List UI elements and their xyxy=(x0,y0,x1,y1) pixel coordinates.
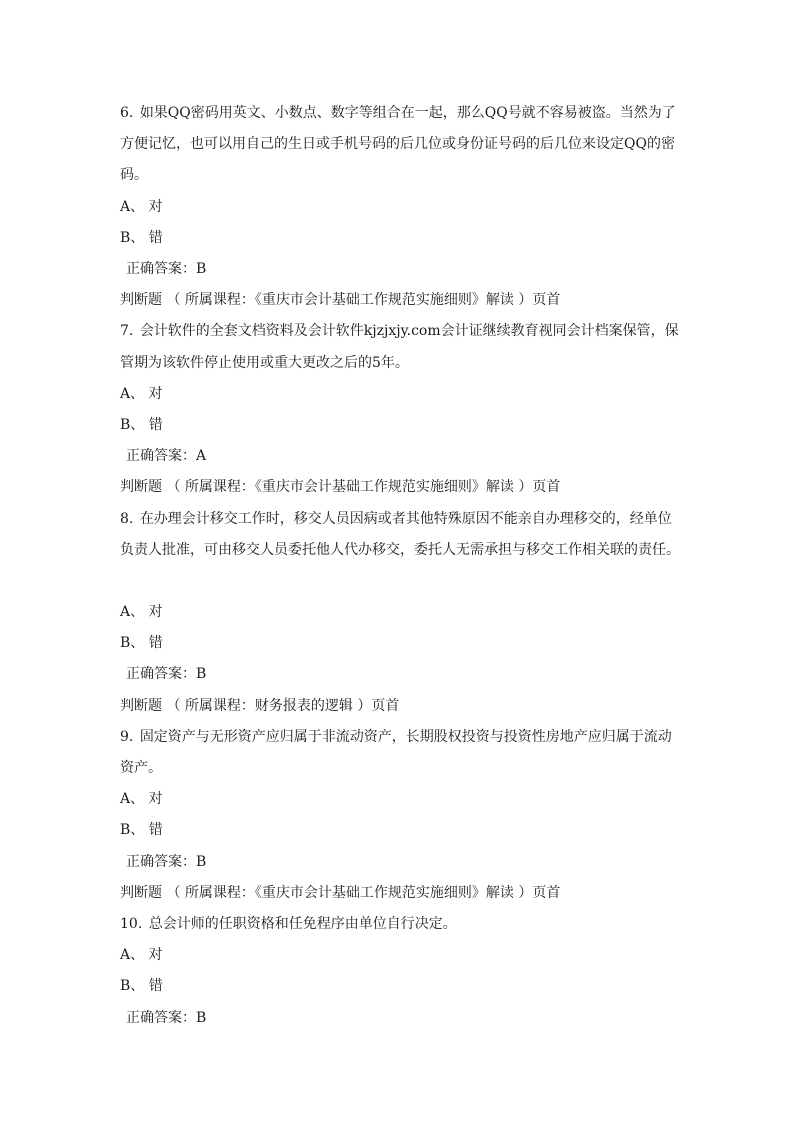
option-b: B、 错 xyxy=(120,822,163,839)
question-number: 9. xyxy=(120,728,134,745)
question-text xyxy=(120,504,680,566)
option-a: A、 对 xyxy=(120,385,163,402)
question-body: 如果QQ密码用英文、小数点、数字等组合在一起，那么QQ号就不容易被盗。当然为了方便记忆，也可以用自己的生日或手机号码的后几位或身份证号码的后几位来设定QQ的密码。 xyxy=(120,105,676,184)
option-b: B、 错 xyxy=(120,229,163,246)
question-meta: 判断题 （ 所属课程：财务报表的逻辑 ）页首 xyxy=(120,697,400,714)
question-10 xyxy=(120,909,680,1034)
question-number: 6. xyxy=(120,105,134,121)
question-meta: 判断题 （ 所属课程：《重庆市会计基础工作规范实施细则》解读 ）页首 xyxy=(120,884,561,901)
question-list xyxy=(120,98,680,1034)
option-a: A、 对 xyxy=(120,604,163,621)
question-body: 在办理会计移交工作时，移交人员因病或者其他特殊原因不能亲自办理移交的，经单位负责人批准，可由移交人员委托他人代办移交，委托人无需承担与移交工作相关联的责任。 xyxy=(120,510,680,558)
blank-line xyxy=(120,566,680,597)
question-7 xyxy=(120,316,680,503)
question-9 xyxy=(120,722,680,909)
option-a: A、 对 xyxy=(120,198,163,215)
option-b: B、 错 xyxy=(120,635,163,652)
option-b: B、 错 xyxy=(120,417,163,434)
question-text xyxy=(120,722,680,784)
question-body: 总会计师的任职资格和任免程序由单位自行决定。 xyxy=(148,916,457,933)
question-8 xyxy=(120,504,680,722)
option-a: A、 对 xyxy=(120,947,163,964)
question-number: 7. xyxy=(120,323,134,340)
question-body: 会计软件的全套文档资料及会计软件kjzjxjy.com会计证继续教育视同会计档案保管，保管期为该软件停止使用或重大更改之后的5年。 xyxy=(120,323,679,371)
option-b: B、 错 xyxy=(120,978,163,995)
correct-answer: 正确答案：B xyxy=(126,666,207,683)
question-text xyxy=(120,909,680,940)
correct-answer: 正确答案：B xyxy=(126,1009,207,1026)
question-text xyxy=(120,98,680,192)
question-meta: 判断题 （ 所属课程：《重庆市会计基础工作规范实施细则》解读 ）页首 xyxy=(120,292,561,309)
question-text xyxy=(120,316,680,378)
question-number: 8. xyxy=(120,510,134,527)
question-6 xyxy=(120,98,680,316)
option-a: A、 对 xyxy=(120,791,163,808)
correct-answer: 正确答案：A xyxy=(126,448,207,465)
correct-answer: 正确答案：B xyxy=(126,261,207,278)
question-meta: 判断题 （ 所属课程：《重庆市会计基础工作规范实施细则》解读 ）页首 xyxy=(120,479,561,496)
question-body: 固定资产与无形资产应归属于非流动资产，长期股权投资与投资性房地产应归属于流动资产。 xyxy=(120,728,672,777)
question-number: 10. xyxy=(120,916,143,933)
correct-answer: 正确答案：B xyxy=(126,853,207,870)
